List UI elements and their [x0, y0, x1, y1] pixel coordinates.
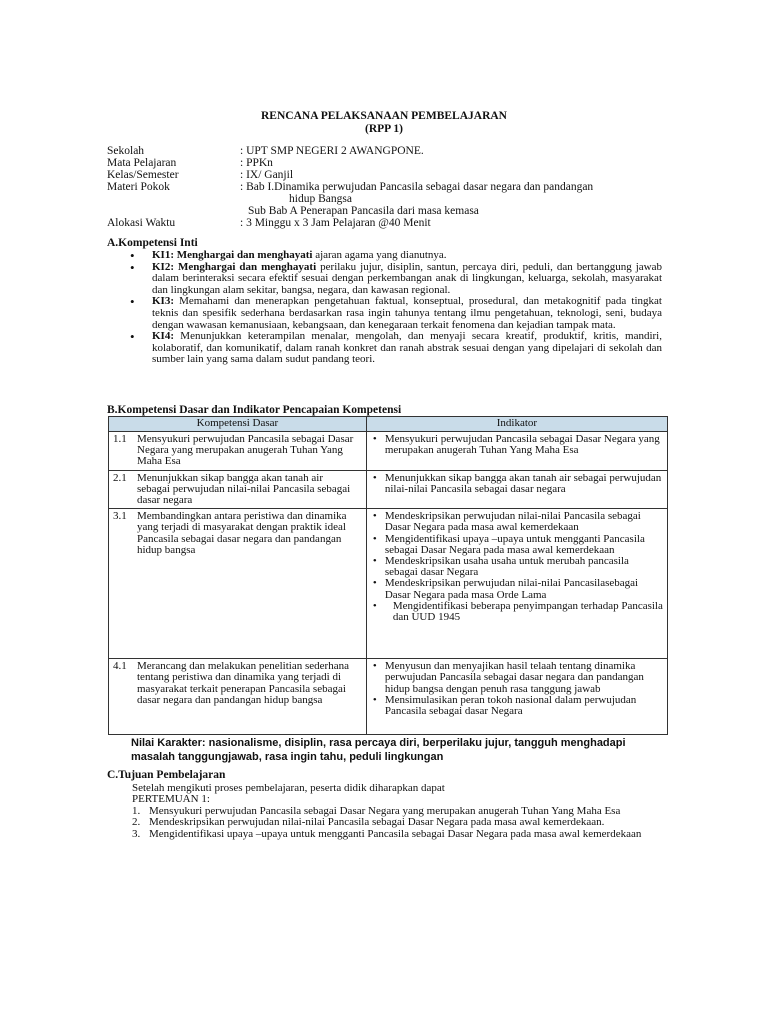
- table-row: [109, 509, 668, 659]
- table-header: Kompetensi Dasar: [109, 417, 367, 432]
- identity-label: Alokasi Waktu: [107, 217, 176, 229]
- identity-label: Materi Pokok: [107, 181, 170, 193]
- kd-heading: B.Kompetensi Dasar dan Indikator Pencapaian Kompetensi: [107, 404, 402, 416]
- table-header: Indikator: [366, 417, 667, 432]
- indicator-item: • Mendeskripsikan perwujudan nilai-nilai Pancasilasebagai Dasar Negara pada masa Orde Lama: [371, 578, 663, 600]
- tujuan-list: [107, 806, 667, 841]
- kd-number: 1.1: [113, 433, 127, 445]
- document-title: RENCANA PELAKSANAAN PEMBELAJARAN: [261, 110, 507, 122]
- tujuan-intro: Setelah mengikuti proses pembelajaran, peserta didik diharapkan dapat: [132, 781, 445, 794]
- kd-text: Membandingkan antara peristiwa dan dinamika yang terjadi di masyarakat dengan praktik ideal Pancasila sebagai dasar negara dan pandangan hidup bangsa: [137, 510, 347, 556]
- identity-value-cont: Sub Bab A Penerapan Pancasila dari masa kemasa: [248, 205, 479, 217]
- ki-item: • KI3: Memahami dan menerapkan pengetahuan faktual, konseptual, prosedural, dan metakognitif pada tingkat teknis dan spesifik sederhana berdasarkan rasa ingin tahunya tentang ilmu pengetahuan, teknologi, seni, budaya dengan wawasan kemanusiaan, kebangsaan, dan kenegaraan terkait fenomena dan kejadian tampak mata.: [130, 296, 662, 331]
- kd-text: Menunjukkan sikap bangga akan tanah air sebagai perwujudan nilai-nilai Pancasila sebagai dasar negara: [137, 471, 351, 507]
- kd-text: Merancang dan melakukan penelitian sederhana tentang peristiwa dan dinamika yang terjadi di masyarakat terkait penerapan Pancasila sebagai dasar negara dan pandangan hidup bangsa: [137, 660, 349, 706]
- identity-label: Kelas/Semester: [107, 169, 179, 181]
- kd-number: 4.1: [113, 660, 127, 673]
- ki-list: [130, 250, 662, 366]
- ki-item: • KI4: Menunjukkan keterampilan menalar, mengolah, dan menyaji secara kreatif, produktif, kritis, mandiri, kolaboratif, dan komunikatif, dalam ranah konkret dan ranah abstrak sesuai dengan yang dipelajari di sekolah dan sumber lain yang sama dalam sudut pandang teori.: [130, 331, 662, 366]
- indicator-item: • Mensyukuri perwujudan Pancasila sebagai Dasar Negara yang merupakan anugerah Tuhan Yang Maha Esa: [371, 434, 663, 456]
- indicator-item: • Mendeskripsikan perwujudan nilai-nilai Pancasila sebagai Dasar Negara pada masa awal kemerdekaan: [371, 511, 663, 533]
- identity-label: Sekolah: [107, 145, 145, 157]
- nilai-label: Nilai Karakter:: [131, 737, 206, 749]
- identity-value: : Bab I.Dinamika perwujudan Pancasila sebagai dasar negara dan pandangan: [240, 181, 594, 193]
- identity-value: : PPKn: [240, 157, 273, 169]
- identity-value: : 3 Minggu x 3 Jam Pelajaran @40 Menit: [240, 217, 431, 229]
- list-item: 3. Mengidentifikasi upaya –upaya untuk mengganti Pancasila sebagai Dasar Negara pada masa awal kemerdekaan: [132, 827, 642, 840]
- nilai-text: nasionalisme, disiplin, rasa percaya diri, berperilaku jujur, tangguh menghadapi masalah tanggungjawab, rasa ingin tahu, peduli lingkungan: [131, 737, 626, 763]
- identity-block: [107, 145, 667, 235]
- indicator-item: • Mengidentifikasi beberapa penyimpangan terhadap Pancasila dan UUD 1945: [371, 601, 663, 623]
- list-item: 1. Mensyukuri perwujudan Pancasila sebagai Dasar Negara yang merupakan anugerah Tuhan Yang Maha Esa: [132, 804, 621, 817]
- ki-item: • KI1: Menghargai dan menghayati ajaran agama yang dianutnya.: [130, 250, 662, 262]
- kd-table: [108, 416, 668, 735]
- identity-label: Mata Pelajaran: [107, 157, 177, 169]
- kd-text: Mensyukuri perwujudan Pancasila sebagai Dasar Negara yang merupakan anugerah Tuhan Yang Maha Esa: [137, 433, 354, 468]
- table-row: [109, 659, 668, 735]
- document-subtitle: (RPP 1): [364, 123, 403, 135]
- indicator-item: • Mendeskripsikan usaha usaha untuk merubah pancasila sebagai dasar Negara: [371, 556, 663, 578]
- indicator-item: • Mengidentifikasi upaya –upaya untuk mengganti Pancasila sebagai Dasar Negara pada masa awal kemerdekaan: [371, 534, 663, 556]
- identity-value: : IX/ Ganjil: [240, 169, 294, 181]
- table-header-row: [109, 417, 668, 432]
- list-item: 2. Mendeskripsikan perwujudan nilai-nilai Pancasila sebagai Dasar Negara pada masa awal kemerdekaan.: [132, 816, 605, 829]
- identity-value-cont: hidup Bangsa: [289, 193, 352, 205]
- identity-value: : UPT SMP NEGERI 2 AWANGPONE.: [240, 145, 424, 157]
- indicator-item: • Menyusun dan menyajikan hasil telaah tentang dinamika perwujudan Pancasila sebagai dasar negara dan pandangan hidup bangsa dengan penuh rasa tanggung jawab: [371, 661, 663, 695]
- kd-number: 2.1: [113, 471, 127, 484]
- nilai-karakter: [131, 736, 671, 764]
- kd-number: 3.1: [113, 510, 127, 523]
- tujuan-heading: C.Tujuan Pembelajaran: [107, 769, 226, 781]
- meeting-label: PERTEMUAN 1:: [132, 793, 210, 806]
- indicator-item: • Mensimulasikan peran tokoh nasional dalam perwujudan Pancasila sebagai dasar Negara: [371, 695, 663, 717]
- table-row: [109, 470, 668, 509]
- table-row: [109, 432, 668, 471]
- tujuan-section: [107, 770, 667, 841]
- ki-item: • KI2: Menghargai dan menghayati perilaku jujur, disiplin, santun, percaya diri, peduli, dan bertanggung jawab dalam berinteraksi secara efektif sesuai dengan perkembangan anak di lingkungan, keluarga, sekolah, masyarakat dan lingkungan alam sekitar, bangsa, negara, dan kawasan regional.: [130, 262, 662, 297]
- indicator-item: • Menunjukkan sikap bangga akan tanah air sebagai perwujudan nilai-nilai Pancasila sebagai dasar negara: [371, 473, 663, 495]
- ki-heading: A.Kompetensi Inti: [107, 237, 198, 249]
